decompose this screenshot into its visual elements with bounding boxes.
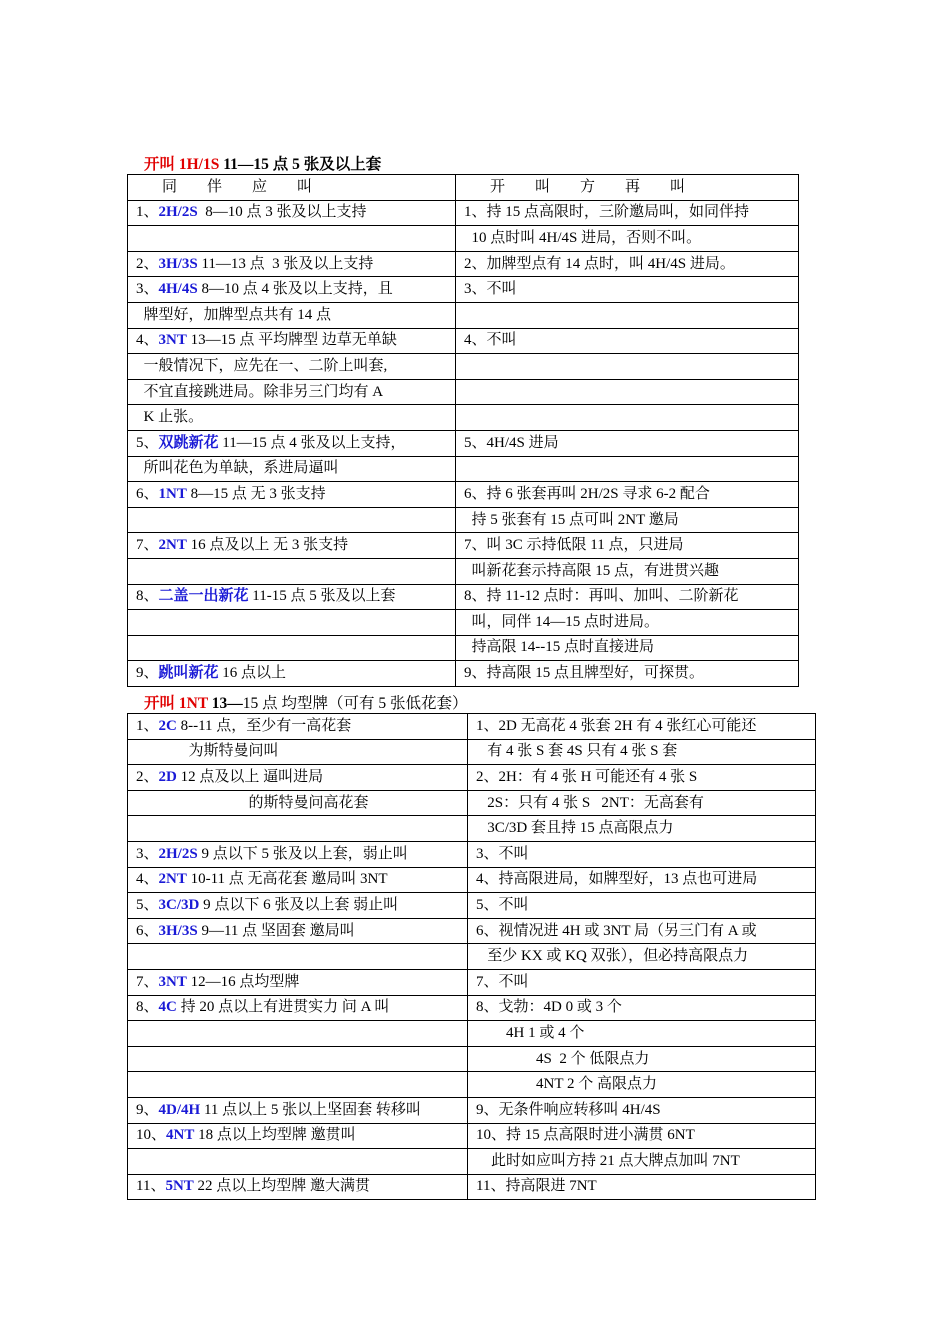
response-cell xyxy=(128,610,456,636)
table-row xyxy=(128,354,799,380)
response-cell xyxy=(128,661,456,687)
table-row xyxy=(128,482,799,508)
response-text: 13—15 点 平均牌型 边草无单缺 xyxy=(186,332,397,349)
table-row xyxy=(128,918,816,944)
table-row xyxy=(128,379,799,405)
response-cell xyxy=(128,1123,468,1149)
bid-keyword: 二盖一出新花 xyxy=(158,588,249,605)
response-cell xyxy=(128,302,456,328)
response-cell xyxy=(128,918,468,944)
response-text: 5、 xyxy=(136,434,159,451)
rebid-cell: 7、不叫 xyxy=(468,969,816,995)
table-row xyxy=(128,1149,816,1175)
rebid-cell: 2S：只有 4 张 S 2NT：无高套有 xyxy=(468,790,816,816)
rebid-cell: 1、持 15 点高限时，三阶邀局叫，如同伴持 xyxy=(456,200,799,226)
bid-keyword: 4C xyxy=(158,999,177,1016)
rebid-cell: 此时如应叫方持 21 点大牌点加叫 7NT xyxy=(468,1149,816,1175)
response-text: 10、 xyxy=(136,1127,167,1144)
rebid-cell: 2、加牌型点有 14 点时，叫 4H/4S 进局。 xyxy=(456,251,799,277)
table-row xyxy=(128,635,799,661)
response-text: 11—15 点 4 张及以上支持， xyxy=(218,434,406,451)
bid-keyword: 3NT xyxy=(158,332,187,349)
response-cell xyxy=(128,944,468,970)
response-cell xyxy=(128,1097,468,1123)
response-cell xyxy=(128,969,468,995)
rebid-cell: 6、持 6 张套再叫 2H/2S 寻求 6-2 配合 xyxy=(456,482,799,508)
table-row xyxy=(128,1021,816,1047)
bid-keyword: 双跳新花 xyxy=(158,434,219,451)
response-text: 16 点以上 xyxy=(218,665,287,682)
response-cell xyxy=(128,533,456,559)
response-text: 11—13 点 3 张及以上支持 xyxy=(197,255,374,272)
response-cell xyxy=(128,1149,468,1175)
response-cell xyxy=(128,739,468,765)
response-cell xyxy=(128,251,456,277)
bid-keyword: 3NT xyxy=(158,973,187,990)
table-row xyxy=(128,739,816,765)
table-row xyxy=(128,714,816,740)
response-text: 9 点以下 5 张及以上套，弱止叫 xyxy=(197,845,408,862)
header-opener-rebid: 开 叫 方 再 叫 xyxy=(456,175,799,201)
response-text: 12 点及以上 逼叫进局 xyxy=(176,768,324,785)
response-text: 9、 xyxy=(136,1101,159,1118)
response-text: 4、 xyxy=(136,871,159,888)
response-text: 所叫花色为单缺，系进局逼叫 xyxy=(136,460,339,477)
table-row xyxy=(128,969,816,995)
response-text: 9、 xyxy=(136,665,159,682)
bid-keyword: 2NT xyxy=(158,537,187,554)
rebid-cell: 3、不叫 xyxy=(468,841,816,867)
table-row xyxy=(128,816,816,842)
table-row xyxy=(128,226,799,252)
rebid-cell: 5、4H/4S 进局 xyxy=(456,430,799,456)
response-cell xyxy=(128,456,456,482)
response-text: 8—10 点 4 张及以上支持，且 xyxy=(197,281,393,298)
bid-keyword: 2H/2S xyxy=(158,845,198,862)
response-text: 18 点以上均型牌 邀贯叫 xyxy=(194,1127,356,1144)
response-cell xyxy=(128,714,468,740)
bid-keyword: 2C xyxy=(158,717,177,734)
rebid-cell xyxy=(456,302,799,328)
rebid-cell: 9、持高限 15 点且牌型好，可探贯。 xyxy=(456,661,799,687)
response-cell xyxy=(128,430,456,456)
rebid-cell: 4NT 2 个 高限点力 xyxy=(468,1072,816,1098)
response-cell xyxy=(128,379,456,405)
response-cell xyxy=(128,507,456,533)
section1-heading-rest: 11—15 点 5 张及以上套 xyxy=(219,156,382,173)
response-cell xyxy=(128,790,468,816)
table-row xyxy=(128,533,799,559)
section2-heading-red: 开叫 1NT xyxy=(144,695,208,712)
rebid-cell: 叫，同伴 14—15 点时进局。 xyxy=(456,610,799,636)
response-text: 不宜直接跳进局。除非另三门均有 A xyxy=(136,383,384,400)
response-cell xyxy=(128,816,468,842)
rebid-cell: 10 点时叫 4H/4S 进局，否则不叫。 xyxy=(456,226,799,252)
response-text: K 止张。 xyxy=(136,409,204,426)
response-text: 11、 xyxy=(136,1178,166,1195)
table-row xyxy=(128,584,799,610)
response-cell xyxy=(128,1046,468,1072)
table-row xyxy=(128,277,799,303)
response-cell xyxy=(128,765,468,791)
bid-keyword: 跳叫新花 xyxy=(158,665,219,682)
response-cell xyxy=(128,482,456,508)
table-row xyxy=(128,1174,816,1200)
table-row xyxy=(128,1097,816,1123)
response-text: 7、 xyxy=(136,973,159,990)
table-row xyxy=(128,610,799,636)
rebid-cell: 持 5 张套有 15 点可叫 2NT 邀局 xyxy=(456,507,799,533)
response-text: 8、 xyxy=(136,999,159,1016)
rebid-cell: 10、持 15 点高限时进小满贯 6NT xyxy=(468,1123,816,1149)
table-row xyxy=(128,302,799,328)
response-cell xyxy=(128,226,456,252)
response-text: 9 点以下 6 张及以上套 弱止叫 xyxy=(199,896,399,913)
rebid-cell xyxy=(456,405,799,431)
table-row xyxy=(128,251,799,277)
rebid-cell: 3C/3D 套且持 15 点高限点力 xyxy=(468,816,816,842)
response-text: 牌型好，加牌型点共有 14 点 xyxy=(136,306,332,323)
rebid-cell: 2、2H：有 4 张 H 可能还有 4 张 S xyxy=(468,765,816,791)
response-text: 11-15 点 5 张及以上套 xyxy=(248,588,396,605)
table-row xyxy=(128,1046,816,1072)
rebid-cell: 至少 KX 或 KQ 双张），但必持高限点力 xyxy=(468,944,816,970)
response-cell xyxy=(128,995,468,1021)
table-row xyxy=(128,944,816,970)
response-cell xyxy=(128,200,456,226)
rebid-cell: 7、叫 3C 示持低限 11 点，只进局 xyxy=(456,533,799,559)
response-cell xyxy=(128,867,468,893)
response-cell xyxy=(128,328,456,354)
bid-keyword: 2NT xyxy=(158,871,187,888)
response-text: 10-11 点 无高花套 邀局叫 3NT xyxy=(186,871,388,888)
rebid-cell xyxy=(456,354,799,380)
response-text: 12—16 点均型牌 xyxy=(186,973,300,990)
table-row xyxy=(128,507,799,533)
response-cell xyxy=(128,558,456,584)
response-text: 11 点以上 5 张以上坚固套 转移叫 xyxy=(200,1101,421,1118)
bid-keyword: 1NT xyxy=(158,485,187,502)
rebid-cell: 11、持高限进 7NT xyxy=(468,1174,816,1200)
rebid-cell: 1、2D 无高花 4 张套 2H 有 4 张红心可能还 xyxy=(468,714,816,740)
table-row xyxy=(128,200,799,226)
table-row xyxy=(128,1123,816,1149)
response-text: 为斯特曼问叫 xyxy=(136,743,279,760)
rebid-cell: 5、不叫 xyxy=(468,893,816,919)
response-text: 2、 xyxy=(136,255,159,272)
response-text: 7、 xyxy=(136,537,159,554)
response-cell xyxy=(128,1174,468,1200)
rebid-cell: 4S 2 个 低限点力 xyxy=(468,1046,816,1072)
bid-keyword: 4D/4H xyxy=(158,1101,201,1118)
rebid-cell xyxy=(456,379,799,405)
response-cell xyxy=(128,584,456,610)
response-text: 22 点以上均型牌 邀大满贯 xyxy=(193,1178,371,1195)
response-text: 5、 xyxy=(136,896,159,913)
bid-keyword: 2D xyxy=(158,768,177,785)
response-text: 6、 xyxy=(136,922,159,939)
bid-keyword: 3H/3S xyxy=(158,255,198,272)
rebid-cell: 8、戈勃：4D 0 或 3 个 xyxy=(468,995,816,1021)
response-cell xyxy=(128,1072,468,1098)
bid-keyword: 3C/3D xyxy=(158,896,200,913)
table-row xyxy=(128,1072,816,1098)
response-text: 一般情况下，应先在一、二阶上叫套, xyxy=(136,357,388,374)
response-cell xyxy=(128,277,456,303)
rebid-cell: 9、无条件响应转移叫 4H/4S xyxy=(468,1097,816,1123)
bid-keyword: 5NT xyxy=(165,1178,194,1195)
response-text: 8、 xyxy=(136,588,159,605)
table-row xyxy=(128,405,799,431)
response-text: 8—10 点 3 张及以上支持 xyxy=(197,204,367,221)
rebid-cell: 4、持高限进局，如牌型好，13 点也可进局 xyxy=(468,867,816,893)
rebid-cell: 有 4 张 S 套 4S 只有 4 张 S 套 xyxy=(468,739,816,765)
response-cell xyxy=(128,354,456,380)
table-row xyxy=(128,995,816,1021)
table-row xyxy=(128,765,816,791)
table-row xyxy=(128,456,799,482)
section1-heading xyxy=(144,152,381,174)
response-cell xyxy=(128,841,468,867)
section2-heading-rest: 15 点 均型牌（可有 5 张低花套） xyxy=(242,695,468,712)
response-text: 8--11 点，至少有一高花套 xyxy=(176,717,352,734)
table-row xyxy=(128,893,816,919)
response-text: 3、 xyxy=(136,281,159,298)
response-text: 1、 xyxy=(136,717,159,734)
rebid-cell xyxy=(456,456,799,482)
bid-keyword: 4H/4S xyxy=(158,281,198,298)
response-text: 的斯特曼问高花套 xyxy=(136,794,369,811)
response-text: 8—15 点 无 3 张支持 xyxy=(186,485,326,502)
response-text: 2、 xyxy=(136,768,159,785)
response-cell xyxy=(128,405,456,431)
response-text: 16 点及以上 无 3 张支持 xyxy=(186,537,349,554)
rebid-cell: 8、持 11-12 点时：再叫、加叫、二阶新花 xyxy=(456,584,799,610)
table-section2 xyxy=(127,713,816,1200)
table-row xyxy=(128,558,799,584)
section2-heading xyxy=(144,691,468,713)
rebid-cell: 6、视情况进 4H 或 3NT 局（另三门有 A 或 xyxy=(468,918,816,944)
response-text: 1、 xyxy=(136,204,159,221)
response-text: 4、 xyxy=(136,332,159,349)
table-row xyxy=(128,661,799,687)
table-row xyxy=(128,790,816,816)
response-cell xyxy=(128,635,456,661)
bid-keyword: 4NT xyxy=(166,1127,195,1144)
rebid-cell: 持高限 14--15 点时直接进局 xyxy=(456,635,799,661)
table-row xyxy=(128,841,816,867)
response-text: 6、 xyxy=(136,485,159,502)
table-row xyxy=(128,328,799,354)
response-text: 3、 xyxy=(136,845,159,862)
rebid-cell: 4H 1 或 4 个 xyxy=(468,1021,816,1047)
bid-keyword: 2H/2S xyxy=(158,204,198,221)
table-section1 xyxy=(127,174,799,687)
bid-keyword: 3H/3S xyxy=(158,922,198,939)
response-text: 持 20 点以上有进贯实力 问 A 叫 xyxy=(176,999,390,1016)
table-row xyxy=(128,430,799,456)
section2-heading-bold: 13— xyxy=(207,695,243,712)
response-text: 9—11 点 坚固套 邀局叫 xyxy=(197,922,355,939)
table-header-row xyxy=(128,175,799,201)
table-row xyxy=(128,867,816,893)
response-cell xyxy=(128,1021,468,1047)
header-partner-response: 同 伴 应 叫 xyxy=(128,175,456,201)
rebid-cell: 3、不叫 xyxy=(456,277,799,303)
rebid-cell: 叫新花套示持高限 15 点，有进贯兴趣 xyxy=(456,558,799,584)
response-cell xyxy=(128,893,468,919)
section1-heading-red: 开叫 1H/1S xyxy=(144,156,220,173)
rebid-cell: 4、不叫 xyxy=(456,328,799,354)
